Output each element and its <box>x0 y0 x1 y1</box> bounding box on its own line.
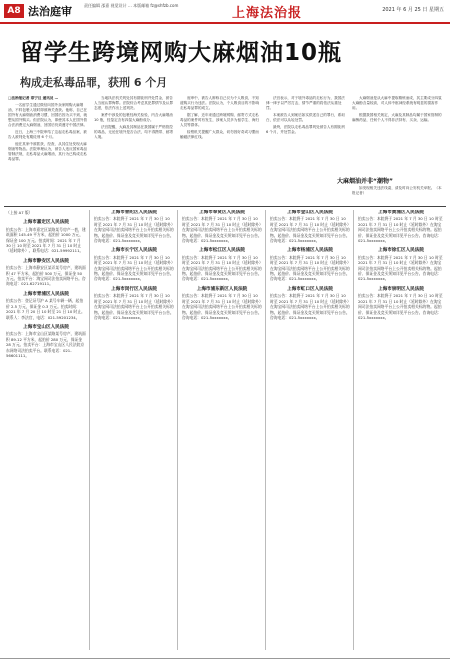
court-notice <box>6 220 86 253</box>
notice-title: 上海市杨浦区人民法院 <box>287 248 333 254</box>
notice-body: 拍卖公告：本院将于 2021 年 7 月 30 日 10 时至 2021 年 7 月 31 日 10 时止（延时除外）在淘宝网司法拍卖网络平台上公开拍卖相关标的物。起拍价、保证金及竞买须知详见平台公告。咨询电话：021-5xxxxxxx。 <box>358 216 443 244</box>
court-notice <box>358 287 444 320</box>
column-separator <box>265 210 266 650</box>
notice-body: 拍卖公告：上海市宝山区某路某号房产，建筑面积 89.12 平方米，起拍价 280 万元，保证金 28 万元。拍卖平台：上海市宝山区人民法院京东网络司法拍卖平台。联系电话：021-56601111。 <box>6 331 86 358</box>
page-footer-rule <box>0 658 450 669</box>
article-paragraph: 检察机关提醒广大群众，切勿因好奇或习惯而触碰法律红线。 <box>180 130 259 139</box>
notice-body: 拍卖公告：本院将于 2021 年 7 月 30 日 10 时至 2021 年 7 月 31 日 10 时止（延时除外）在淘宝网司法拍卖网络平台上公开拍卖相关标的物。起拍价、保证金及竞买须知详见平台公告。咨询电话：021-5xxxxxxx。 <box>182 293 262 320</box>
byline: □法治报记者 章宁旦 通讯员 … <box>8 96 59 100</box>
column-separator <box>177 210 178 650</box>
section-divider <box>4 206 446 207</box>
section-title: 法治庭审 <box>28 5 72 18</box>
notice-column-3 <box>182 210 262 650</box>
court-notice <box>270 210 350 243</box>
article-column-4 <box>266 96 346 204</box>
court-notice <box>6 325 86 358</box>
article-paragraph: 当地执法机关判处其有期徒刑并处罚金，被告人当庭认罪悔罪。法院综合考虑其犯罪情节及认罪态度，依法作出上述判决。 <box>94 96 174 110</box>
notice-column-1 <box>6 210 86 650</box>
notice-body: 拍卖公告：本院将于 2021 年 7 月 30 日 10 时至 2021 年 7 月 31 日 10 时止（延时除外）在淘宝网司法拍卖网络平台上公开拍卖相关标的物。起拍价、保证金及竞买须知详见平台公告。咨询电话：021-5xxxxxxx。 <box>94 216 174 244</box>
article-paragraph: 法官提醒，大麻及其制品在我国属于严格管控的毒品，无论在境外是否合法，均不得携带、邮寄入境。 <box>94 125 174 139</box>
column-separator <box>353 210 354 650</box>
article-paragraph: 根据我国相关规定，大麻及其制品均属于国家管制的麻醉药品，任何个人不得非法持有、买卖、运输。 <box>352 113 442 122</box>
article-column-2 <box>94 96 174 204</box>
article-paragraph: 庭审中，被告人辩称自己仅为个人吸食，不知道购买行为违法。法院认为，个人吸食目的不影响走私毒品罪的成立。 <box>180 96 260 110</box>
notice-body: 拍卖公告：本院将于 2021 年 7 月 30 日 10 时至 2021 年 7 月 31 日 10 时止（延时除外）在淘宝网司法拍卖网络平台上公开拍卖相关标的物。起拍价、保证金及竞买须知详见平台公告。咨询电话：021-5xxxxxxx。 <box>182 254 262 282</box>
article-paragraph: 据了解，近年来通过跨境网购、邮寄方式走私毒品的案件时有发生，涉案人员多为留学生、海归人员等群体。 <box>180 113 260 127</box>
notice-title: 上海市嘉定区人民法院 <box>23 220 69 226</box>
notice-title: 上海市青浦区人民法院 <box>23 291 69 297</box>
article-column-3 <box>180 96 260 204</box>
sidebar-subheading: 大麻烟油并非“潮物” <box>337 178 393 185</box>
court-notice <box>94 287 174 320</box>
article-paragraph: 一名留学生通过微信向国外卖家网购大麻烟油，不料包裹入境时即被海关查获。他称，自己在国外有大麻烟油消费习惯，回国后因为买不到，就想从国外购买。但法院认为，即使其本人在国外曾合法消费过大麻烟油，回国后仍须遵守中国法律。 <box>8 103 88 127</box>
notice-body: 拍卖公告：本院将于 2021 年 7 月 30 日 10 时至 2021 年 7 月 31 日 10 时止（延时除外）在淘宝网司法拍卖网络平台上公开拍卖相关标的物。起拍价、保证金及竞买须知详见平台公告。咨询电话：021-5xxxxxxx。 <box>270 293 350 320</box>
page-number: A8 <box>4 4 24 18</box>
headline: 留学生跨境网购大麻烟油10瓶 <box>20 40 343 66</box>
notice-title: 上海市奉贤区人民法院 <box>199 210 245 215</box>
notice-title: 上海市松江区人民法院 <box>199 248 245 254</box>
notice-body: 拍卖公告：本院将于 2021 年 7 月 30 日 10 时至 2021 年 7 月 31 日 10 时止（延时除外）在淘宝网司法拍卖网络平台上公开拍卖相关标的物。起拍价、保证金及竞买须知详见平台公告。咨询电话：021-5xxxxxxx。 <box>270 216 350 244</box>
article-paragraph: 本案被告人到案后如实供述自己的罪行，系坦白，依法可以从轻处罚。 <box>266 113 345 122</box>
notice-title: 上海市黄浦区人民法院 <box>378 210 424 215</box>
court-notice <box>182 248 262 281</box>
court-notice <box>182 210 262 243</box>
court-notice <box>94 248 174 281</box>
article-paragraph: 如发现相关违法线索，请及时向公安机关举报。（本报记者） <box>352 186 442 195</box>
article-paragraph: 大麻烟油是从大麻中提取精炼而成，其主要成分四氢大麻酚含量较高，对人体中枢神经系统有明显的损害作用。 <box>352 96 442 110</box>
article-column-5 <box>352 96 444 174</box>
column-separator <box>89 210 90 650</box>
notice-title: 上海市徐汇区人民法院 <box>378 248 424 254</box>
court-notice <box>182 287 262 320</box>
issue-date: 2021 年 6 月 25 日 星期五 <box>382 7 444 13</box>
court-notice <box>270 248 350 281</box>
notice-title: 上海市普陀区人民法院 <box>111 210 157 215</box>
notice-title: 上海市静安区人民法院 <box>23 258 69 264</box>
subheadline: 构成走私毒品罪，获刑 6 个月 <box>20 76 168 89</box>
notice-title: 上海市闵行区人民法院 <box>111 286 157 292</box>
notice-column-5 <box>358 210 444 650</box>
masthead <box>0 0 450 24</box>
court-notice <box>6 292 86 320</box>
notice-body: 拍卖公告：登记证号沪 A 某号车辆一辆，起拍价 2.5 万元，保证金 0.3 万元。拍卖时间：2021 年 7 月 20 日 10 时至 21 日 10 时止。联系人：李法官，电话：021-59201234。 <box>6 298 85 320</box>
court-notice <box>358 210 444 243</box>
notice-body: 拍卖公告：本院将于 2021 年 7 月 30 日 10 时至 2021 年 7 月 31 日 10 时止（延时除外）在淘宝网司法拍卖网络平台上公开拍卖相关标的物。起拍价、保证金及竞买须知详见平台公告。咨询电话：021-5xxxxxxx。 <box>358 254 443 282</box>
article-paragraph: 他在其家中被抓获，经查，从其住处发现大麻烟油等物品。法院审理认为，被告人违反国家毒品管制法规，走私毒品大麻烟油，其行为已构成走私毒品罪。 <box>8 142 88 161</box>
notice-title: 上海市虹口区人民法院 <box>287 286 333 292</box>
notice-title: 上海市宝山区人民法院 <box>23 324 69 330</box>
court-notice <box>270 287 350 320</box>
article-column-1 <box>8 96 88 204</box>
notice-title: 上海市长宁区人民法院 <box>111 248 157 254</box>
article-paragraph: 案件中涉及的包裹经海关检验，内含大麻烟油 10 瓶，经鉴定含有四氢大麻酚成分。 <box>94 113 173 122</box>
notice-body: 拍卖公告：本院将于 2021 年 7 月 30 日 10 时至 2021 年 7 月 31 日 10 时止（延时除外）在淘宝网司法拍卖网络平台上公开拍卖相关标的物。起拍价、保证金及竞买须知详见平台公告。咨询电话：021-5xxxxxxx。 <box>270 254 350 282</box>
notice-title: 上海市崇明区人民法院 <box>378 286 424 292</box>
article-column-5b <box>352 186 444 204</box>
notice-body: 拍卖公告：本院将于 2021 年 7 月 30 日 10 时至 2021 年 7 月 31 日 10 时止（延时除外）在淘宝网司法拍卖网络平台上公开拍卖相关标的物。起拍价、保证金及竞买须知详见平台公告。咨询电话：021-5xxxxxxx。 <box>182 216 262 244</box>
notice-body: 拍卖公告：本院将于 2021 年 7 月 30 日 10 时至 2021 年 7 月 31 日 10 时止（延时除外）在淘宝网司法拍卖网络平台上公开拍卖相关标的物。起拍价、保证金及竞买须知详见平台公告。咨询电话：021-5xxxxxxx。 <box>358 293 443 320</box>
notice-column-2 <box>94 210 174 650</box>
editor-credits: 责任编辑 邵嘉 视觉设计 … 本版邮箱 fz@shfzb.com <box>84 3 179 8</box>
newspaper-logo: 上海法治报 <box>232 6 303 21</box>
notice-body: 拍卖公告：上海市嘉定区某路某号房产一套，建筑面积 145.49 平方米，起拍价 1000 万元，保证金 100 万元。拍卖时间：2021 年 7 月 30 日 10 时至 2021 年 7 月 31 日 10 时止（延时除外）。联系电话：021-59992111。 <box>6 226 86 254</box>
notice-body: 拍卖公告：本院将于 2021 年 7 月 30 日 10 时至 2021 年 7 月 31 日 10 时止（延时除外）在淘宝网司法拍卖网络平台上公开拍卖相关标的物。起拍价、保证金及竞买须知详见平台公告。咨询电话：021-5xxxxxxx。 <box>94 254 174 282</box>
article-paragraph: 近日，上海三中院审结了这起走私毒品案，被告人被判处有期徒刑 6 个月。 <box>8 130 87 139</box>
court-notice <box>94 210 174 243</box>
notice-title: 上海市浦东新区人民法院 <box>196 286 248 292</box>
court-notice <box>6 259 86 287</box>
article-paragraph: 最终，法院以走私毒品罪判处被告人有期徒刑 6 个月，并处罚金。 <box>266 125 345 134</box>
court-notice <box>358 248 444 281</box>
notice-body: 拍卖公告：上海市静安区某弄某号房产，建筑面积 47 平方米，起拍价 500 万元，保证金 50 万元。拍卖平台：淘宝网司法拍卖网络平台。咨询电话：021-62719111。 <box>6 265 86 287</box>
continued-marker: （上接 A7 版） <box>6 210 33 215</box>
notice-column-4 <box>270 210 350 650</box>
notice-title: 上海市金山区人民法院 <box>287 210 333 215</box>
article-paragraph: 法官表示，对于境外毒品的走私行为，我国法律一律予以严厉打击，情节严重的将依法从重处罚。 <box>266 96 345 110</box>
notice-body: 拍卖公告：本院将于 2021 年 7 月 30 日 10 时至 2021 年 7 月 31 日 10 时止（延时除外）在淘宝网司法拍卖网络平台上公开拍卖相关标的物。起拍价、保证金及竞买须知详见平台公告。咨询电话：021-5xxxxxxx。 <box>94 293 174 320</box>
